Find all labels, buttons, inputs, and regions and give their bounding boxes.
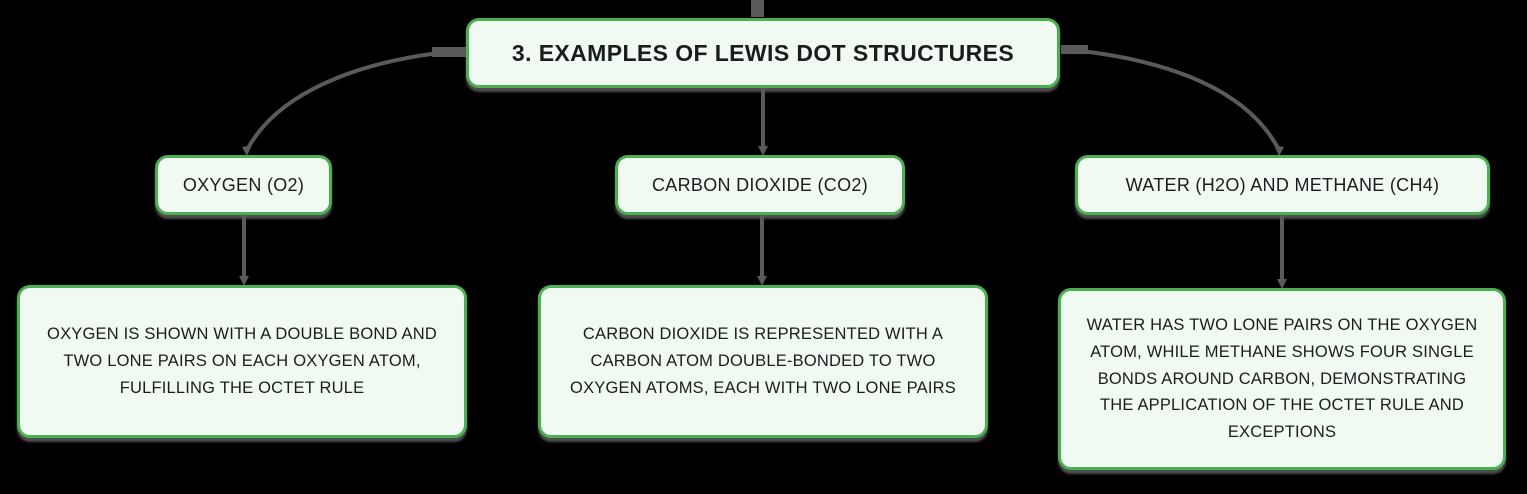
root-top-connector-stub: [751, 0, 764, 17]
desc-node-oxygen[interactable]: [17, 285, 467, 438]
branch-node-oxygen-label: OXYGEN (O2): [182, 174, 305, 195]
connector-root-oxygen: [247, 52, 449, 150]
branch-node-water[interactable]: [1075, 155, 1490, 215]
branch-node-co2-label: CARBON DIOXIDE (CO2): [651, 174, 869, 195]
desc-node-water-text: WATER HAS TWO LONE PAIRS ON THE OXYGEN ATOM, WHILE METHANE SHOWS FOUR SINGLE BONDS AROUND CARBON, DEMONSTRATING THE APPLICATION OF THE OCTET RULE AND EXCEPTIONS: [1086, 316, 1478, 442]
branch-node-co2[interactable]: [615, 155, 905, 215]
desc-node-oxygen-text: OXYGEN IS SHOWN WITH A DOUBLE BOND AND TWO LONE PAIRS ON EACH OXYGEN ATOM, FULFILLING THE OCTET RULE: [47, 325, 437, 397]
branch-node-water-label: WATER (H2O) AND METHANE (CH4): [1125, 174, 1440, 195]
desc-node-co2[interactable]: [538, 285, 988, 438]
connector-root-water: [1072, 50, 1279, 150]
desc-node-water[interactable]: [1058, 288, 1506, 470]
branch-node-oxygen[interactable]: [155, 155, 332, 215]
root-node-label: 3. EXAMPLES OF LEWIS DOT STRUCTURES: [511, 39, 1015, 66]
root-node[interactable]: [466, 18, 1060, 88]
desc-node-co2-text: CARBON DIOXIDE IS REPRESENTED WITH A CARBON ATOM DOUBLE-BONDED TO TWO OXYGEN ATOMS, EACH WITH TWO LONE PAIRS: [570, 325, 956, 397]
